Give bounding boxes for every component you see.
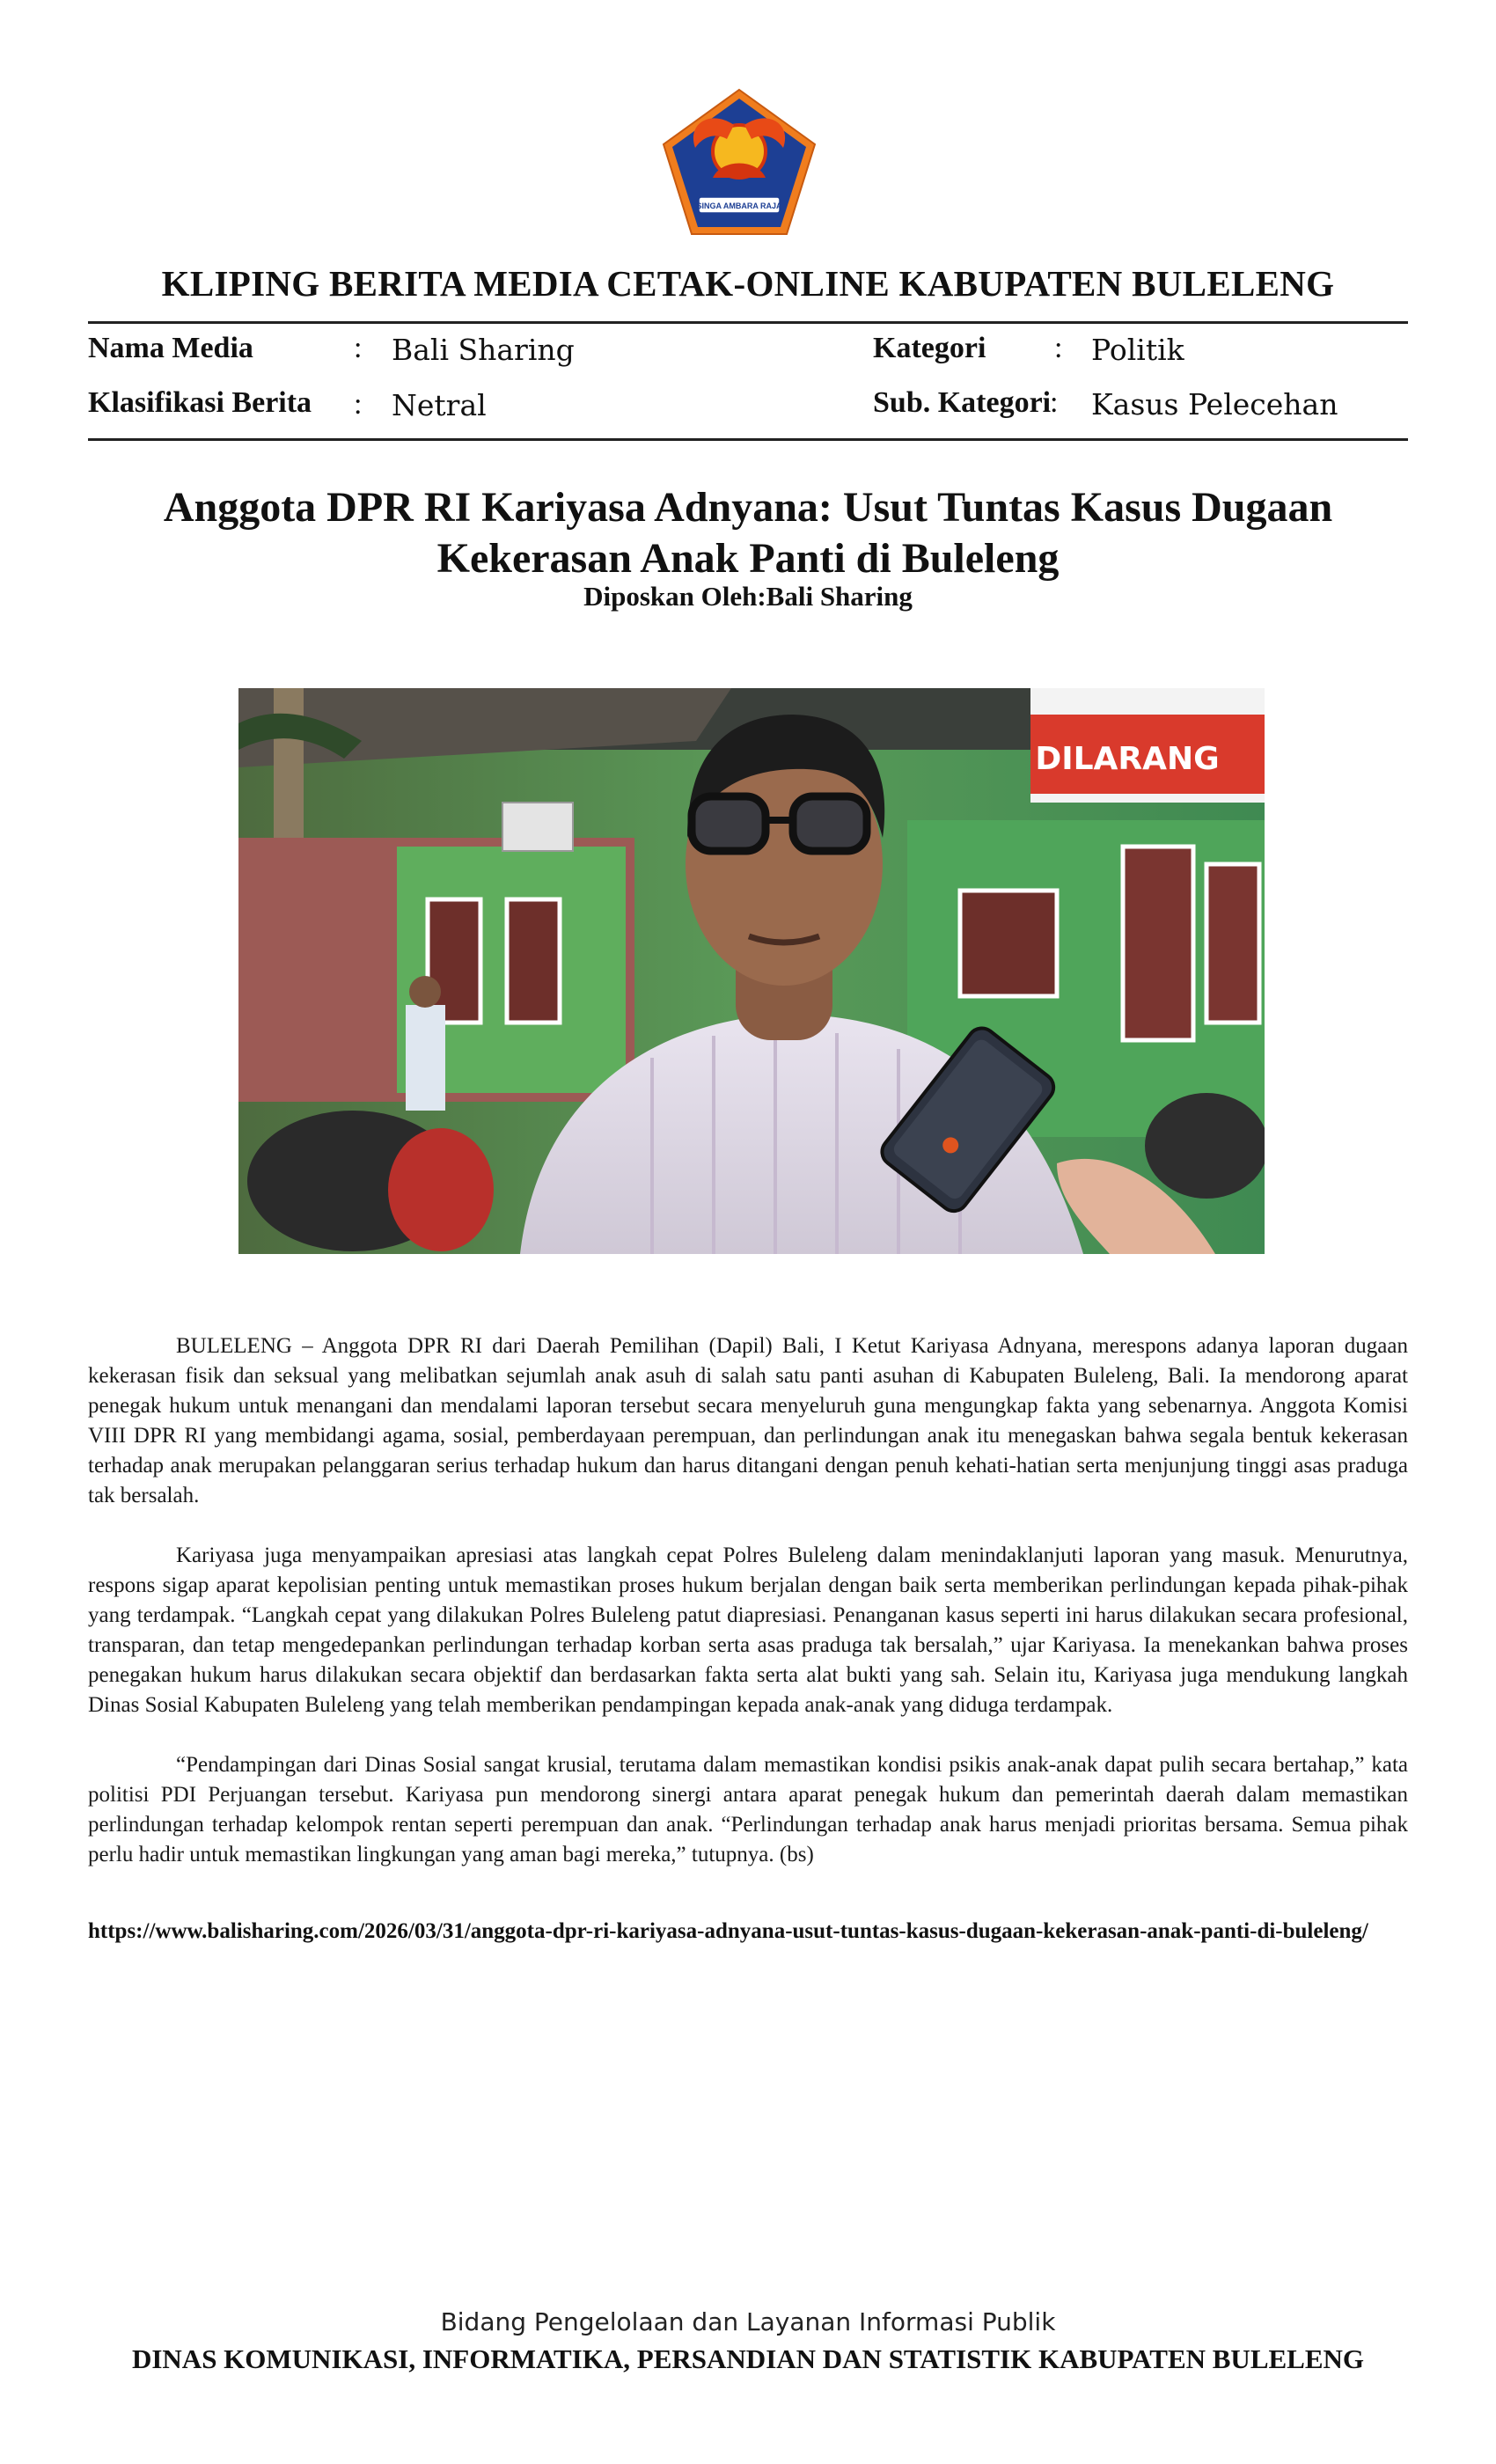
klasifikasi-separator: : — [354, 388, 363, 421]
posted-by: Diposkan Oleh:Bali Sharing — [583, 581, 913, 612]
article-paragraph: BULELENG – Anggota DPR RI dari Daerah Pemilihan (Dapil) Bali, I Ketut Kariyasa Adnyana, merespons adanya laporan dugaan kekerasan fisik dan seksual yang melibatkan sejumlah anak asuh di salah satu panti asuhan di Kabupaten Buleleng, Bali. Ia mendorong aparat penegak hukum untuk menangani dan mendalami laporan tersebut secara menyeluruh guna mengungkap fakta yang sebenarnya. Anggota Komisi VIII DPR RI yang membidangi agama, sosial, pemberdayaan perempuan, dan perlindungan anak itu menegaskan bahwa segala bentuk kekerasan terhadap anak merupakan pelanggaran serius terhadap hukum dan harus ditangani dengan penuh kehati-hatian serta menjunjung tinggi asas praduga tak bersalah. — [88, 1334, 1408, 1507]
kategori-row — [873, 331, 986, 366]
media-name-row — [88, 331, 253, 366]
subkategori-row — [873, 385, 1051, 421]
article-headline: Anggota DPR RI Kariyasa Adnyana: Usut Tuntas Kasus Dugaan Kekerasan Anak Panti di Buleleng — [163, 484, 1333, 582]
klasifikasi-row — [88, 385, 312, 421]
subkategori-value: Kasus Pelecehan — [1091, 387, 1338, 422]
article-paragraph: Kariyasa juga menyampaikan apresiasi atas langkah cepat Polres Buleleng dalam menindaklanjuti laporan yang masuk. Menurutnya, respons sigap aparat kepolisian penting untuk memastikan proses hukum berjalan dengan baik serta memberikan perlindungan kepada pihak-pihak yang terdampak. “Langkah cepat yang dilakukan Polres Buleleng patut diapresiasi. Penanganan kasus seperti ini harus dilakukan secara profesional, transparan, dan tetap mengedepankan perlindungan terhadap korban serta asas praduga tak bersalah,” ujar Kariyasa. Ia menekankan bahwa proses penegakan hukum harus dilakukan secara objektif dan berdasarkan fakta serta alat bukti yang sah. Selain itu, Kariyasa juga mendukung langkah Dinas Sosial Kabupaten Buleleng yang telah memberikan pendampingan kepada anak-anak yang diduga terdampak. — [88, 1544, 1408, 1717]
article-body — [88, 1331, 1408, 1900]
photo-illustration — [238, 688, 1265, 1254]
kategori-separator: : — [1054, 332, 1063, 364]
photo-sign-text: DILARANG — [1035, 741, 1220, 777]
media-name-value: Bali Sharing — [392, 333, 575, 367]
klasifikasi-label: Klasifikasi Berita — [88, 386, 312, 419]
article-photo — [238, 688, 1265, 1254]
article-paragraph: “Pendampingan dari Dinas Sosial sangat krusial, terutama dalam memastikan kondisi psikis anak-anak dapat pulih secara bertahap,” kata politisi PDI Perjuangan tersebut. Kariyasa pun mendorong sinergi antara aparat penegak hukum dan pemerintah daerah dalam memastikan perlindungan terhadap kelompok rentan seperti perempuan dan anak. “Perlindungan terhadap anak harus menjadi prioritas bersama. Semua pihak perlu hadir untuk memastikan lingkungan yang aman bagi mereka,” tutupnya. (bs) — [88, 1753, 1408, 1866]
svg-text:SINGA AMBARA RAJA: SINGA AMBARA RAJA — [696, 202, 782, 210]
subkategori-label: Sub. Kategori — [873, 386, 1052, 419]
media-name-separator: : — [354, 332, 363, 364]
klasifikasi-value: Netral — [392, 388, 487, 422]
header-divider-bottom — [88, 438, 1408, 441]
media-name-label: Nama Media — [88, 332, 253, 364]
subkategori-separator: : — [1050, 386, 1059, 419]
kategori-value: Politik — [1091, 333, 1184, 367]
footer-agency: DINAS KOMUNIKASI, INFORMATIKA, PERSANDIAN DAN STATISTIK KABUPATEN BULELENG — [131, 2343, 1365, 2374]
document-title: KLIPING BERITA MEDIA CETAK-ONLINE KABUPATEN BULELENG — [161, 263, 1335, 304]
header-divider-top — [88, 321, 1408, 324]
kabupaten-buleleng-emblem — [660, 86, 818, 238]
footer-department: Bidang Pengelolaan dan Layanan Informasi Publik — [440, 2307, 1056, 2336]
source-url-link[interactable]: https://www.balisharing.com/2026/03/31/anggota-dpr-ri-kariyasa-adnyana-usut-tuntas-kasus-dugaan-kekerasan-anak-panti-di-buleleng/ — [88, 1919, 1368, 1943]
kategori-label: Kategori — [873, 332, 986, 364]
